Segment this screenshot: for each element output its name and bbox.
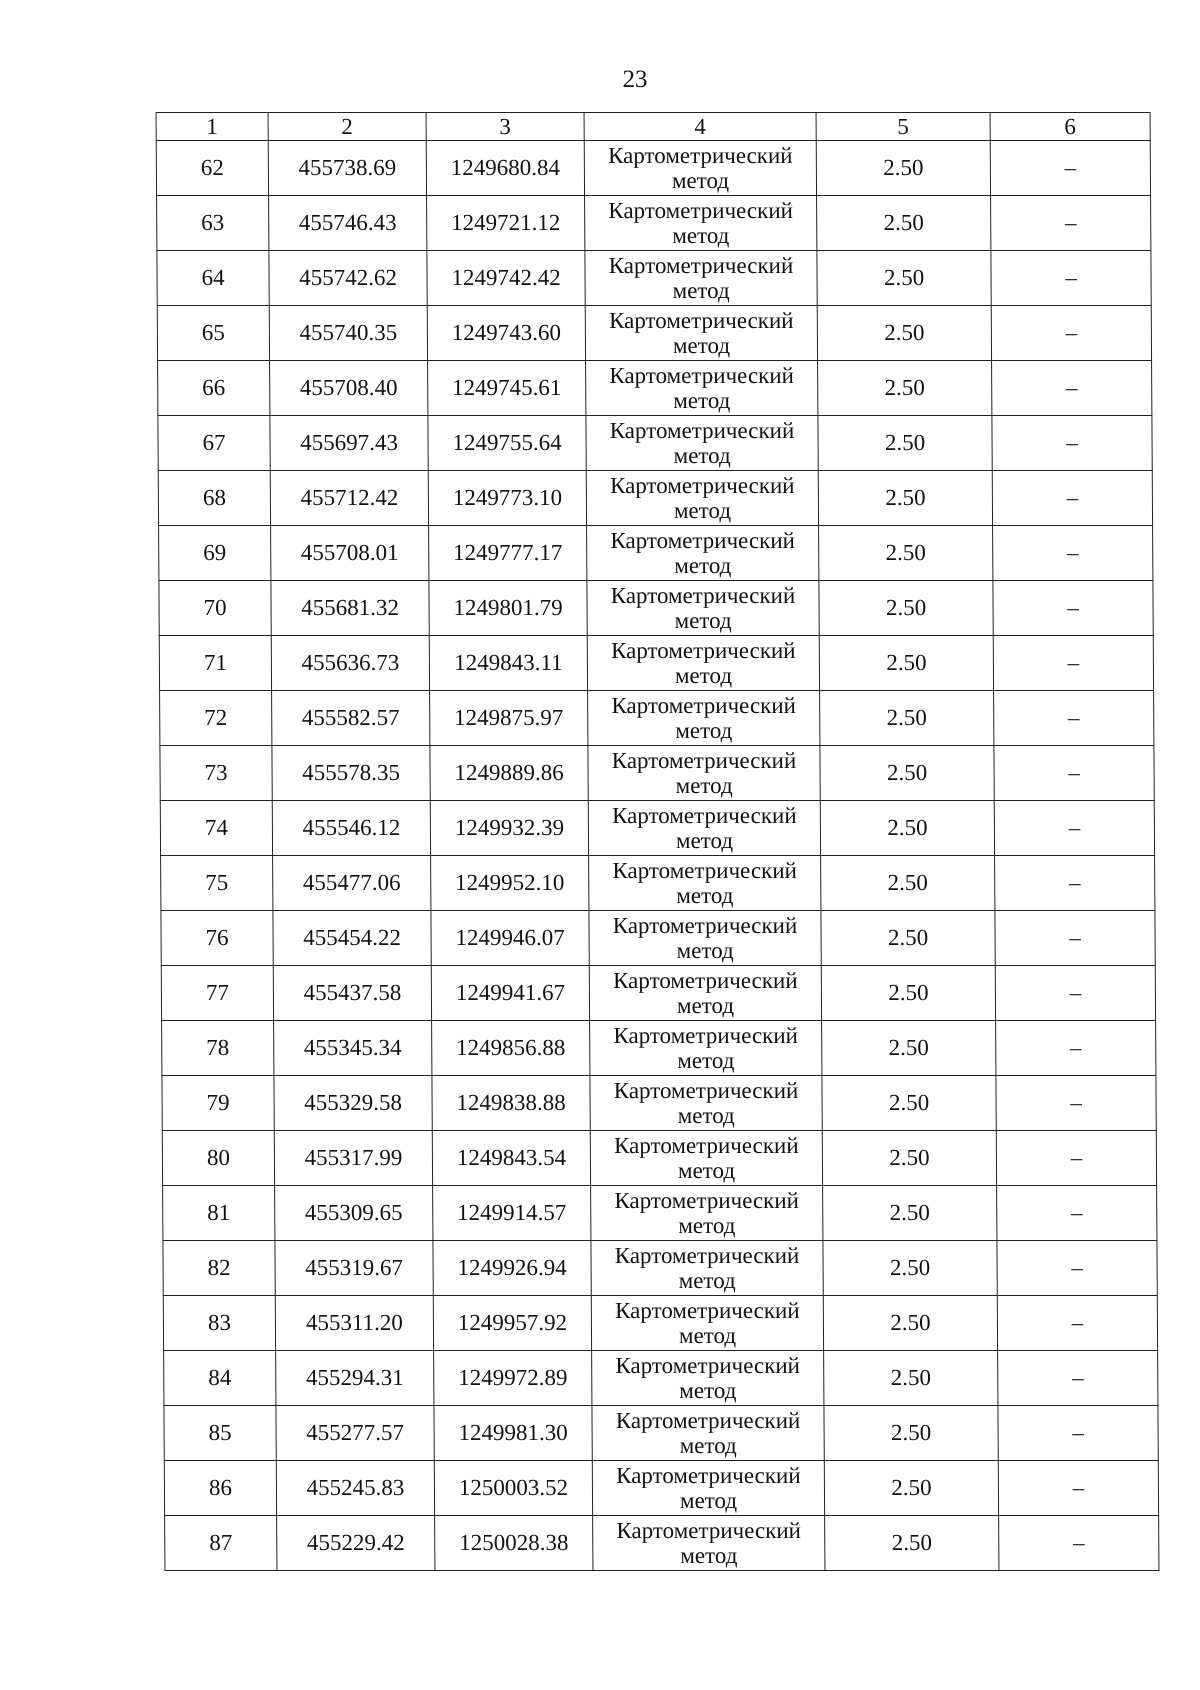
note-cell: – [997, 1241, 1157, 1296]
method-line-2: метод [675, 773, 733, 798]
table-row [162, 1076, 1156, 1131]
point-number-cell: 62 [156, 141, 268, 196]
x-coordinate-cell: 455477.06 [273, 856, 431, 911]
method-cell [584, 141, 816, 196]
y-coordinate-cell: 1249742.42 [427, 251, 585, 306]
method-cell [591, 1241, 823, 1296]
table-row [160, 746, 1154, 801]
method-line-2: метод [677, 1158, 736, 1183]
y-coordinate-cell: 1249843.11 [429, 636, 587, 691]
method-line-1: Картометрический [609, 473, 795, 498]
table-row [158, 361, 1152, 416]
point-number-cell: 78 [162, 1021, 274, 1076]
table-row [161, 911, 1155, 966]
note-cell: – [992, 416, 1152, 471]
x-coordinate-cell: 455437.58 [273, 966, 431, 1021]
accuracy-cell: 2.50 [819, 526, 993, 581]
note-cell: – [994, 746, 1154, 801]
note-cell: – [993, 636, 1153, 691]
method-line-1: Картометрический [615, 1298, 800, 1323]
method-line-2: метод [675, 828, 734, 853]
y-coordinate-cell: 1249801.79 [429, 581, 587, 636]
table-row [157, 196, 1151, 251]
method-cell [587, 581, 819, 636]
x-coordinate-cell: 455697.43 [270, 416, 428, 471]
method-line-1: Картометрический [613, 1023, 799, 1048]
table-row [159, 581, 1153, 636]
method-line-2: метод [671, 168, 730, 193]
point-number-cell: 71 [159, 636, 271, 691]
method-cell [591, 1186, 823, 1241]
accuracy-cell: 2.50 [818, 471, 992, 526]
x-coordinate-cell: 455311.20 [275, 1296, 433, 1351]
method-line-2: метод [679, 1433, 737, 1458]
method-cell [590, 1076, 822, 1131]
method-cell [590, 1131, 822, 1186]
note-cell: – [995, 911, 1155, 966]
x-coordinate-cell: 455329.58 [274, 1076, 432, 1131]
accuracy-cell: 2.50 [818, 416, 992, 471]
method-line-1: Картометрический [608, 308, 794, 333]
x-coordinate-cell: 455712.42 [270, 471, 428, 526]
table-row [164, 1461, 1158, 1516]
accuracy-cell: 2.50 [824, 1406, 998, 1461]
table-row [159, 636, 1153, 691]
table-row [157, 306, 1151, 361]
x-coordinate-cell: 455229.42 [277, 1516, 435, 1571]
note-cell: – [997, 1296, 1157, 1351]
table-row [157, 251, 1151, 306]
method-line-1: Картометрический [609, 418, 795, 443]
y-coordinate-cell: 1249777.17 [429, 526, 587, 581]
accuracy-cell: 2.50 [822, 1076, 996, 1131]
note-cell: – [995, 856, 1155, 911]
y-coordinate-cell: 1249889.86 [430, 746, 588, 801]
accuracy-cell: 2.50 [821, 911, 995, 966]
y-coordinate-cell: 1249773.10 [428, 471, 586, 526]
accuracy-cell: 2.50 [821, 966, 995, 1021]
y-coordinate-cell: 1249932.39 [430, 801, 588, 856]
method-line-2: метод [678, 1323, 737, 1348]
table-row [158, 416, 1152, 471]
method-line-2: метод [676, 993, 735, 1018]
y-coordinate-cell: 1249957.92 [433, 1296, 591, 1351]
x-coordinate-cell: 455345.34 [274, 1021, 432, 1076]
column-header-1: 1 [156, 113, 268, 141]
x-coordinate-cell: 455746.43 [269, 196, 427, 251]
note-cell: – [996, 1021, 1156, 1076]
accuracy-cell: 2.50 [817, 306, 991, 361]
table-row [164, 1351, 1158, 1406]
y-coordinate-cell: 1249875.97 [430, 691, 588, 746]
method-line-1: Картометрический [614, 1188, 800, 1213]
method-line-2: метод [673, 388, 731, 413]
point-number-cell: 63 [157, 196, 269, 251]
x-coordinate-cell: 455294.31 [276, 1351, 434, 1406]
note-cell: – [991, 251, 1151, 306]
x-coordinate-cell: 455708.01 [271, 526, 429, 581]
table-row [161, 966, 1155, 1021]
point-number-cell: 84 [164, 1351, 276, 1406]
note-cell: – [992, 361, 1152, 416]
accuracy-cell: 2.50 [818, 361, 992, 416]
table-header [156, 113, 1150, 141]
note-cell: – [992, 471, 1152, 526]
y-coordinate-cell: 1249972.89 [434, 1351, 592, 1406]
accuracy-cell: 2.50 [819, 636, 993, 691]
point-number-cell: 87 [165, 1516, 277, 1571]
method-line-2: метод [676, 883, 734, 908]
method-line-2: метод [678, 1268, 736, 1293]
x-coordinate-cell: 455277.57 [276, 1406, 434, 1461]
method-cell [592, 1406, 824, 1461]
method-line-2: метод [672, 223, 730, 248]
x-coordinate-cell: 455636.73 [271, 636, 429, 691]
method-line-2: метод [677, 1103, 735, 1128]
method-cell [591, 1296, 823, 1351]
note-cell: – [998, 1351, 1158, 1406]
point-number-cell: 75 [161, 856, 273, 911]
accuracy-cell: 2.50 [823, 1241, 997, 1296]
method-line-1: Картометрический [611, 693, 796, 718]
method-line-2: метод [672, 333, 731, 358]
y-coordinate-cell: 1249981.30 [434, 1406, 592, 1461]
point-number-cell: 74 [160, 801, 272, 856]
accuracy-cell: 2.50 [821, 856, 995, 911]
x-coordinate-cell: 455681.32 [271, 581, 429, 636]
point-number-cell: 77 [161, 966, 273, 1021]
y-coordinate-cell: 1249946.07 [431, 911, 589, 966]
y-coordinate-cell: 1249680.84 [426, 141, 584, 196]
x-coordinate-cell: 455740.35 [269, 306, 427, 361]
note-cell: – [999, 1516, 1159, 1571]
point-number-cell: 64 [157, 251, 269, 306]
method-line-2: метод [674, 663, 733, 688]
table-row [158, 471, 1152, 526]
accuracy-cell: 2.50 [825, 1516, 999, 1571]
table-row [163, 1186, 1157, 1241]
method-line-1: Картометрический [608, 253, 794, 278]
y-coordinate-cell: 1249843.54 [432, 1131, 590, 1186]
method-line-2: метод [679, 1378, 737, 1403]
x-coordinate-cell: 455454.22 [273, 911, 431, 966]
column-header-4: 4 [584, 113, 816, 141]
accuracy-cell: 2.50 [816, 141, 990, 196]
method-line-2: метод [673, 443, 731, 468]
method-line-2: метод [678, 1213, 736, 1238]
point-number-cell: 70 [159, 581, 271, 636]
method-line-2: метод [672, 278, 730, 303]
method-line-2: метод [676, 938, 734, 963]
note-cell: – [993, 581, 1153, 636]
point-number-cell: 65 [157, 306, 269, 361]
note-cell: – [991, 306, 1151, 361]
accuracy-cell: 2.50 [824, 1461, 998, 1516]
table-row [162, 1021, 1156, 1076]
y-coordinate-cell: 1250028.38 [435, 1516, 593, 1571]
method-line-1: Картометрический [616, 1518, 802, 1543]
table-row [156, 141, 1150, 196]
method-line-1: Картометрический [616, 1463, 801, 1488]
x-coordinate-cell: 455578.35 [272, 746, 430, 801]
table-row [160, 801, 1154, 856]
method-line-1: Картометрический [610, 583, 796, 608]
method-cell [585, 251, 817, 306]
method-cell [586, 361, 818, 416]
x-coordinate-cell: 455317.99 [274, 1131, 432, 1186]
table-body [156, 141, 1159, 1571]
y-coordinate-cell: 1249755.64 [428, 416, 586, 471]
method-cell [589, 966, 821, 1021]
accuracy-cell: 2.50 [820, 801, 994, 856]
coordinates-table [156, 112, 1160, 1571]
table-row [163, 1241, 1157, 1296]
y-coordinate-cell: 1249941.67 [431, 966, 589, 1021]
method-cell [593, 1516, 825, 1571]
method-line-1: Картометрический [611, 748, 797, 773]
method-line-1: Картометрический [610, 528, 795, 553]
table-row [165, 1516, 1159, 1571]
method-line-1: Картометрический [612, 858, 798, 883]
note-cell: – [998, 1461, 1158, 1516]
method-cell [592, 1461, 824, 1516]
note-cell: – [990, 141, 1150, 196]
y-coordinate-cell: 1249856.88 [432, 1021, 590, 1076]
point-number-cell: 80 [162, 1131, 274, 1186]
note-cell: – [997, 1186, 1157, 1241]
method-line-1: Картометрический [609, 363, 794, 388]
note-cell: – [995, 966, 1155, 1021]
note-cell: – [996, 1076, 1156, 1131]
method-line-1: Картометрический [614, 1243, 800, 1268]
x-coordinate-cell: 455309.65 [275, 1186, 433, 1241]
point-number-cell: 76 [161, 911, 273, 966]
column-header-3: 3 [426, 113, 584, 141]
method-line-1: Картометрический [614, 1133, 799, 1158]
method-cell [588, 801, 820, 856]
method-cell [592, 1351, 824, 1406]
column-header-6: 6 [990, 113, 1150, 141]
method-cell [588, 691, 820, 746]
method-cell [585, 196, 817, 251]
accuracy-cell: 2.50 [817, 196, 991, 251]
y-coordinate-cell: 1249838.88 [432, 1076, 590, 1131]
note-cell: – [998, 1406, 1158, 1461]
method-line-1: Картометрический [613, 1078, 799, 1103]
accuracy-cell: 2.50 [824, 1351, 998, 1406]
method-line-1: Картометрический [612, 913, 798, 938]
method-cell [589, 911, 821, 966]
y-coordinate-cell: 1249926.94 [433, 1241, 591, 1296]
column-header-5: 5 [816, 113, 990, 141]
method-cell [587, 636, 819, 691]
column-header-2: 2 [268, 113, 426, 141]
y-coordinate-cell: 1249952.10 [431, 856, 589, 911]
note-cell: – [996, 1131, 1156, 1186]
accuracy-cell: 2.50 [820, 746, 994, 801]
page-number: 23 [622, 66, 648, 93]
point-number-cell: 85 [164, 1406, 276, 1461]
y-coordinate-cell: 1250003.52 [434, 1461, 592, 1516]
table-row [163, 1296, 1157, 1351]
method-cell [586, 471, 818, 526]
method-line-2: метод [677, 1048, 735, 1073]
x-coordinate-cell: 455546.12 [272, 801, 430, 856]
method-line-1: Картометрический [611, 803, 797, 828]
method-line-1: Картометрический [608, 198, 793, 223]
point-number-cell: 82 [163, 1241, 275, 1296]
method-line-2: метод [679, 1488, 738, 1513]
note-cell: – [994, 801, 1154, 856]
method-cell [587, 526, 819, 581]
point-number-cell: 73 [160, 746, 272, 801]
note-cell: – [994, 691, 1154, 746]
accuracy-cell: 2.50 [822, 1021, 996, 1076]
x-coordinate-cell: 455742.62 [269, 251, 427, 306]
note-cell: – [991, 196, 1151, 251]
accuracy-cell: 2.50 [817, 251, 991, 306]
method-line-2: метод [680, 1543, 738, 1568]
table-row [164, 1406, 1158, 1461]
point-number-cell: 79 [162, 1076, 274, 1131]
accuracy-cell: 2.50 [819, 581, 993, 636]
method-line-2: метод [673, 498, 732, 523]
method-line-1: Картометрический [607, 143, 793, 168]
method-line-2: метод [675, 718, 733, 743]
accuracy-cell: 2.50 [823, 1186, 997, 1241]
method-line-2: метод [674, 553, 732, 578]
method-cell [585, 306, 817, 361]
method-cell [588, 746, 820, 801]
method-line-1: Картометрический [613, 968, 798, 993]
y-coordinate-cell: 1249914.57 [433, 1186, 591, 1241]
method-cell [589, 856, 821, 911]
x-coordinate-cell: 455738.69 [268, 141, 426, 196]
point-number-cell: 83 [163, 1296, 275, 1351]
x-coordinate-cell: 455708.40 [270, 361, 428, 416]
point-number-cell: 67 [158, 416, 270, 471]
y-coordinate-cell: 1249745.61 [428, 361, 586, 416]
method-cell [586, 416, 818, 471]
note-cell: – [993, 526, 1153, 581]
y-coordinate-cell: 1249721.12 [427, 196, 585, 251]
method-cell [590, 1021, 822, 1076]
table-row [159, 526, 1153, 581]
method-line-1: Картометрический [615, 1408, 801, 1433]
accuracy-cell: 2.50 [822, 1131, 996, 1186]
method-line-1: Картометрический [610, 638, 796, 663]
table-row [161, 856, 1155, 911]
x-coordinate-cell: 455582.57 [272, 691, 430, 746]
y-coordinate-cell: 1249743.60 [427, 306, 585, 361]
point-number-cell: 81 [163, 1186, 275, 1241]
point-number-cell: 68 [158, 471, 270, 526]
point-number-cell: 66 [158, 361, 270, 416]
header-row [156, 113, 1150, 141]
x-coordinate-cell: 455319.67 [275, 1241, 433, 1296]
accuracy-cell: 2.50 [820, 691, 994, 746]
accuracy-cell: 2.50 [823, 1296, 997, 1351]
point-number-cell: 69 [159, 526, 271, 581]
method-line-1: Картометрический [615, 1353, 801, 1378]
x-coordinate-cell: 455245.83 [276, 1461, 434, 1516]
point-number-cell: 86 [164, 1461, 276, 1516]
method-line-2: метод [674, 608, 732, 633]
point-number-cell: 72 [160, 691, 272, 746]
table-row [160, 691, 1154, 746]
table-row [162, 1131, 1156, 1186]
